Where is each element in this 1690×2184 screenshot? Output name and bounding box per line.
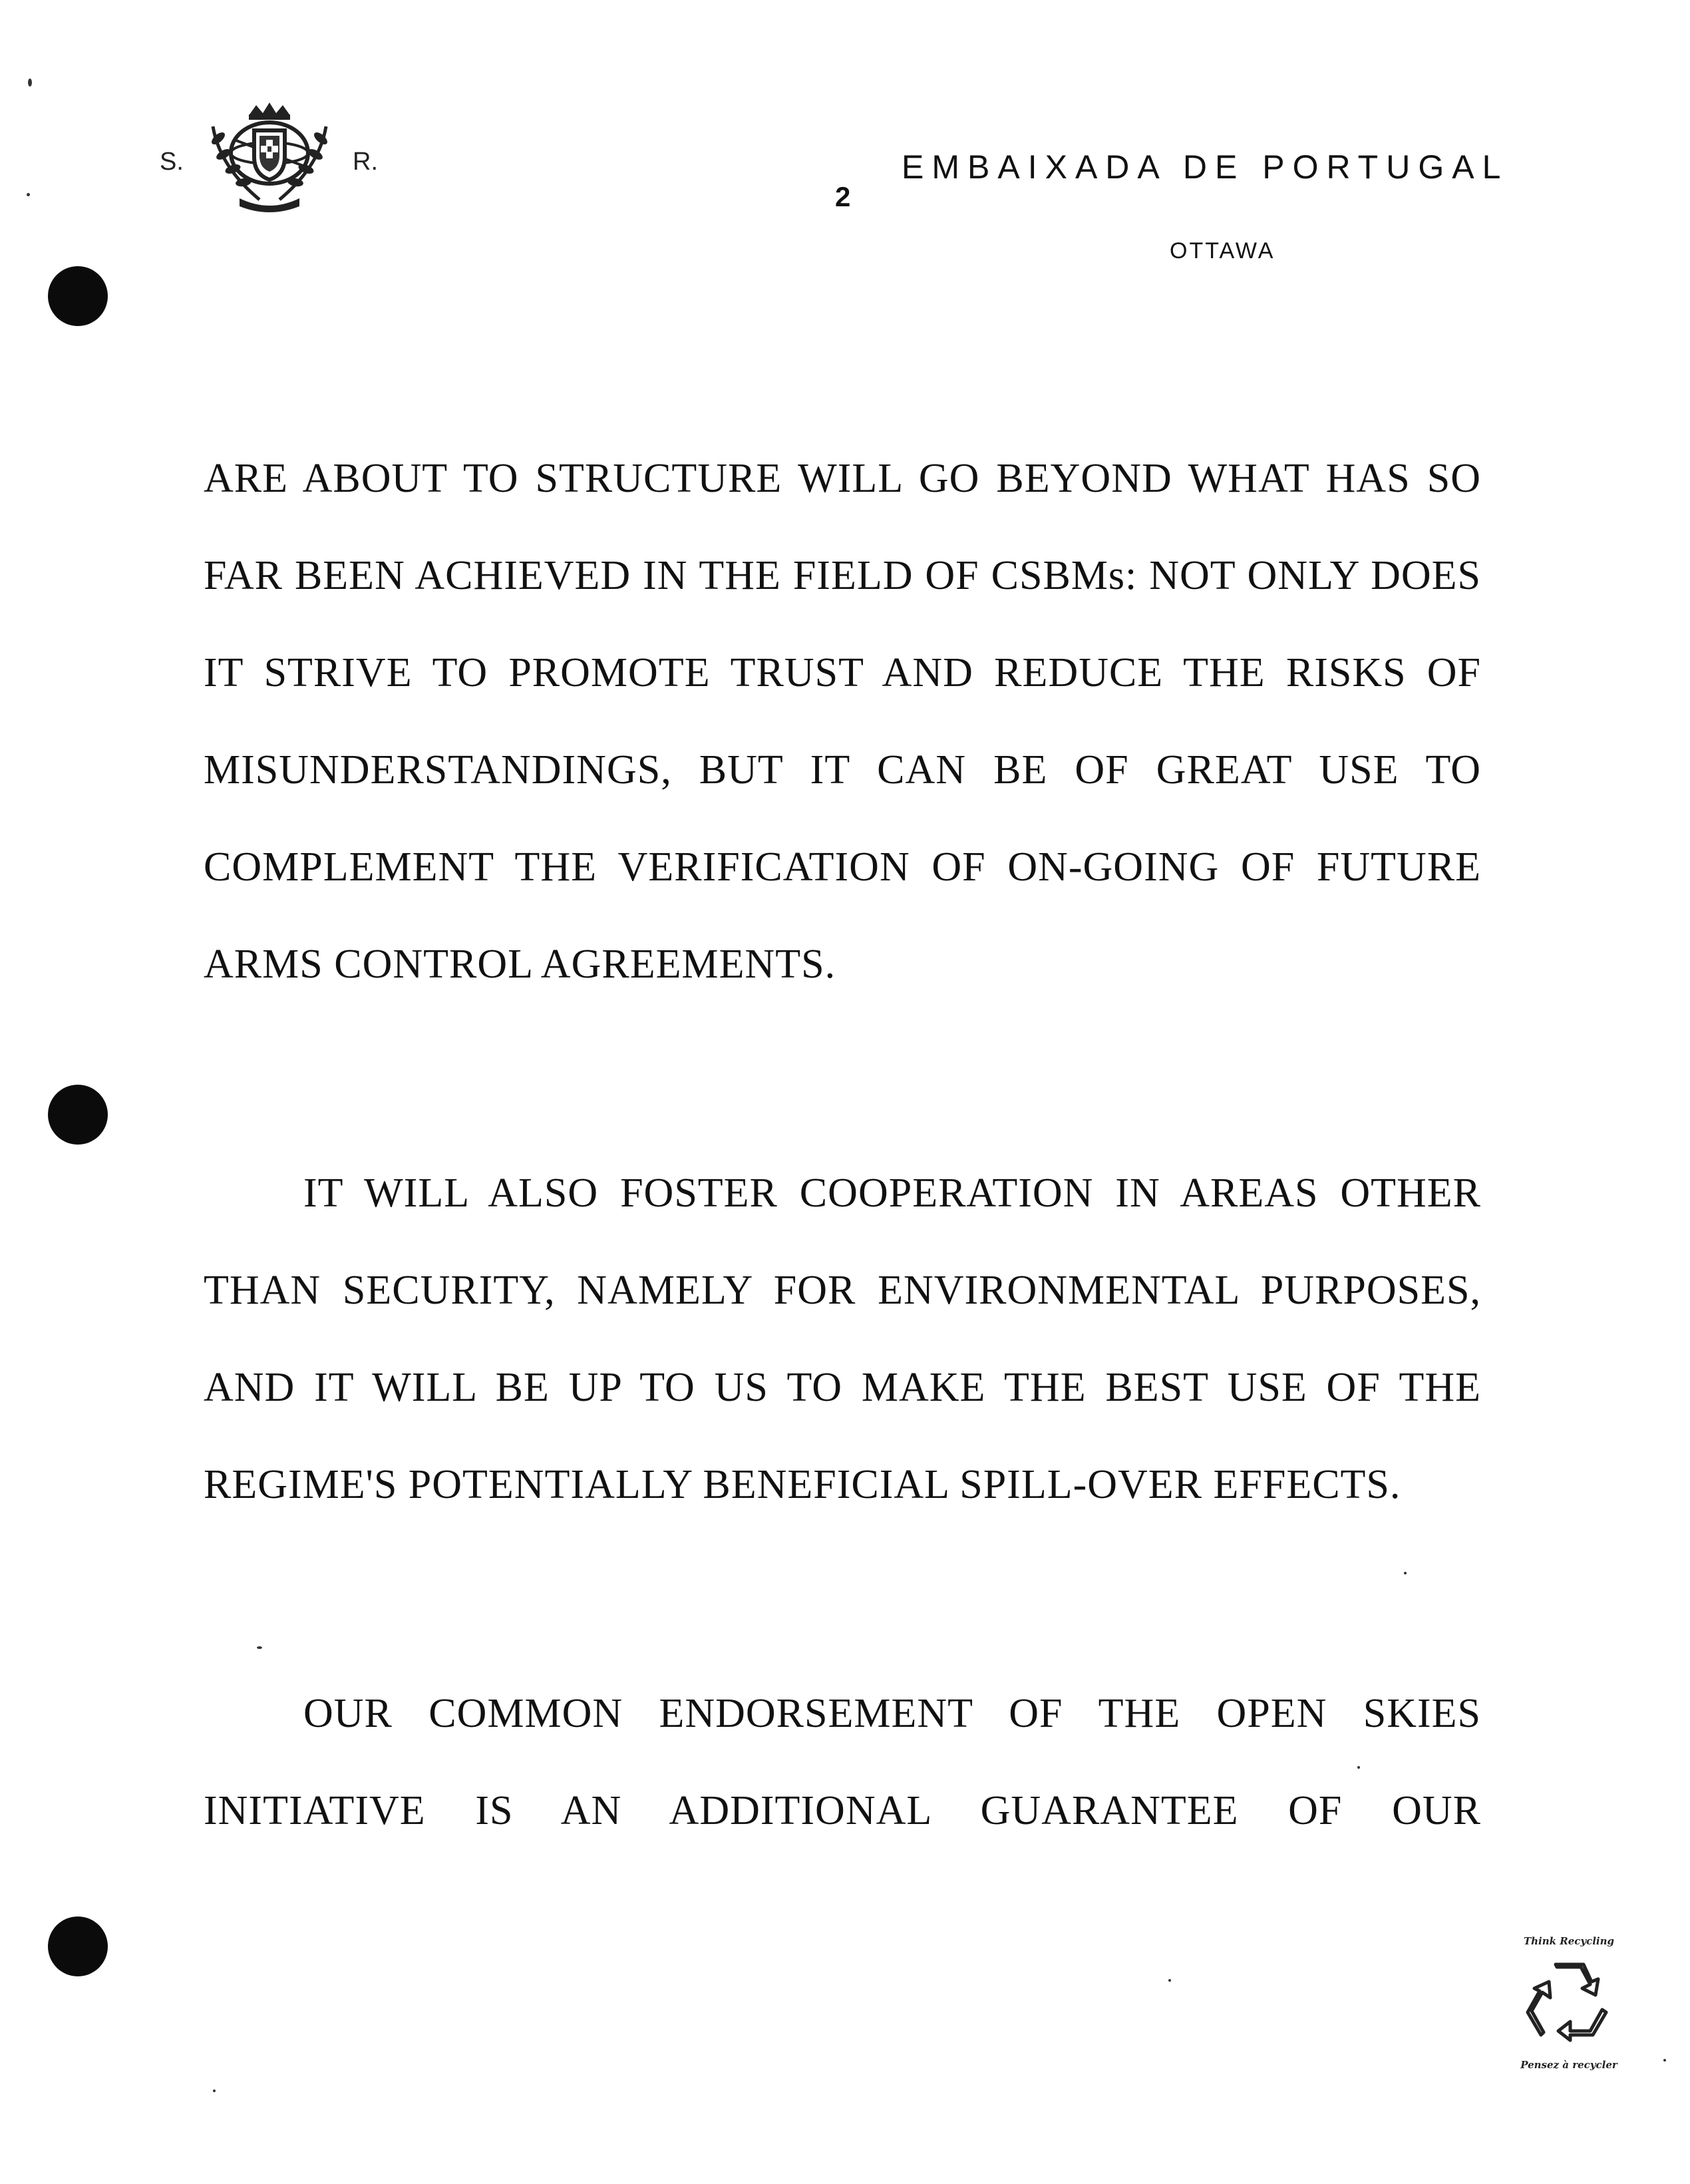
recycle-top-text: Think Recycling	[1523, 1935, 1615, 1947]
scan-speck	[257, 1646, 262, 1649]
scan-speck	[1357, 1766, 1360, 1769]
embassy-city: OTTAWA	[1170, 238, 1275, 264]
paragraph-3	[204, 1665, 1481, 1859]
paragraph-1	[204, 430, 1481, 1013]
recycle-icon	[1524, 1954, 1614, 2054]
binder-hole-middle	[48, 1085, 108, 1145]
crest-letter-left: S.	[160, 148, 184, 176]
scan-speck	[27, 193, 30, 196]
recycle-logo	[1509, 1935, 1629, 2075]
letterhead-crest	[153, 100, 393, 213]
text-line: OUR COMMON ENDORSEMENT OF THE OPEN SKIES	[303, 1691, 1481, 1736]
scan-speck	[213, 2090, 216, 2092]
text-line: INITIATIVE IS AN ADDITIONAL GUARANTEE OF OUR	[204, 1788, 1481, 1833]
text-line: THAN SECURITY, NAMELY FOR ENVIRONMENTAL PURPOSES,	[204, 1268, 1481, 1313]
text-line: IT WILL ALSO FOSTER COOPERATION IN AREAS OTHER	[303, 1171, 1481, 1216]
scan-speck	[1663, 2059, 1666, 2062]
paragraph-2	[204, 1145, 1481, 1533]
page-number: 2	[835, 181, 851, 212]
text-line: REGIME'S POTENTIALLY BENEFICIAL SPILL-OVER EFFECTS.	[204, 1462, 1401, 1507]
text-line: MISUNDERSTANDINGS, BUT IT CAN BE OF GREAT USE TO	[204, 747, 1481, 793]
text-line: ARMS CONTROL AGREEMENTS.	[204, 942, 836, 987]
text-line: IT STRIVE TO PROMOTE TRUST AND REDUCE THE RISKS OF	[204, 650, 1481, 695]
binder-hole-bottom	[48, 1916, 108, 1976]
text-line: FAR BEEN ACHIEVED IN THE FIELD OF CSBMs: NOT ONLY DOES	[204, 553, 1481, 598]
scan-speck	[1404, 1572, 1407, 1574]
text-line: COMPLEMENT THE VERIFICATION OF ON-GOING OF FUTURE	[204, 844, 1481, 890]
text-line: AND IT WILL BE UP TO US TO MAKE THE BEST USE OF THE	[204, 1365, 1481, 1410]
scan-speck	[1168, 1979, 1171, 1982]
binder-hole-top	[48, 266, 108, 326]
scan-speck	[28, 79, 32, 87]
text-line: ARE ABOUT TO STRUCTURE WILL GO BEYOND WHAT HAS SO	[204, 456, 1481, 501]
embassy-name: EMBAIXADA DE PORTUGAL	[902, 148, 1509, 186]
recycle-bottom-text: Pensez à recycler	[1520, 2059, 1617, 2071]
portugal-coat-of-arms-icon	[200, 100, 339, 213]
crest-letter-right: R.	[353, 148, 378, 176]
